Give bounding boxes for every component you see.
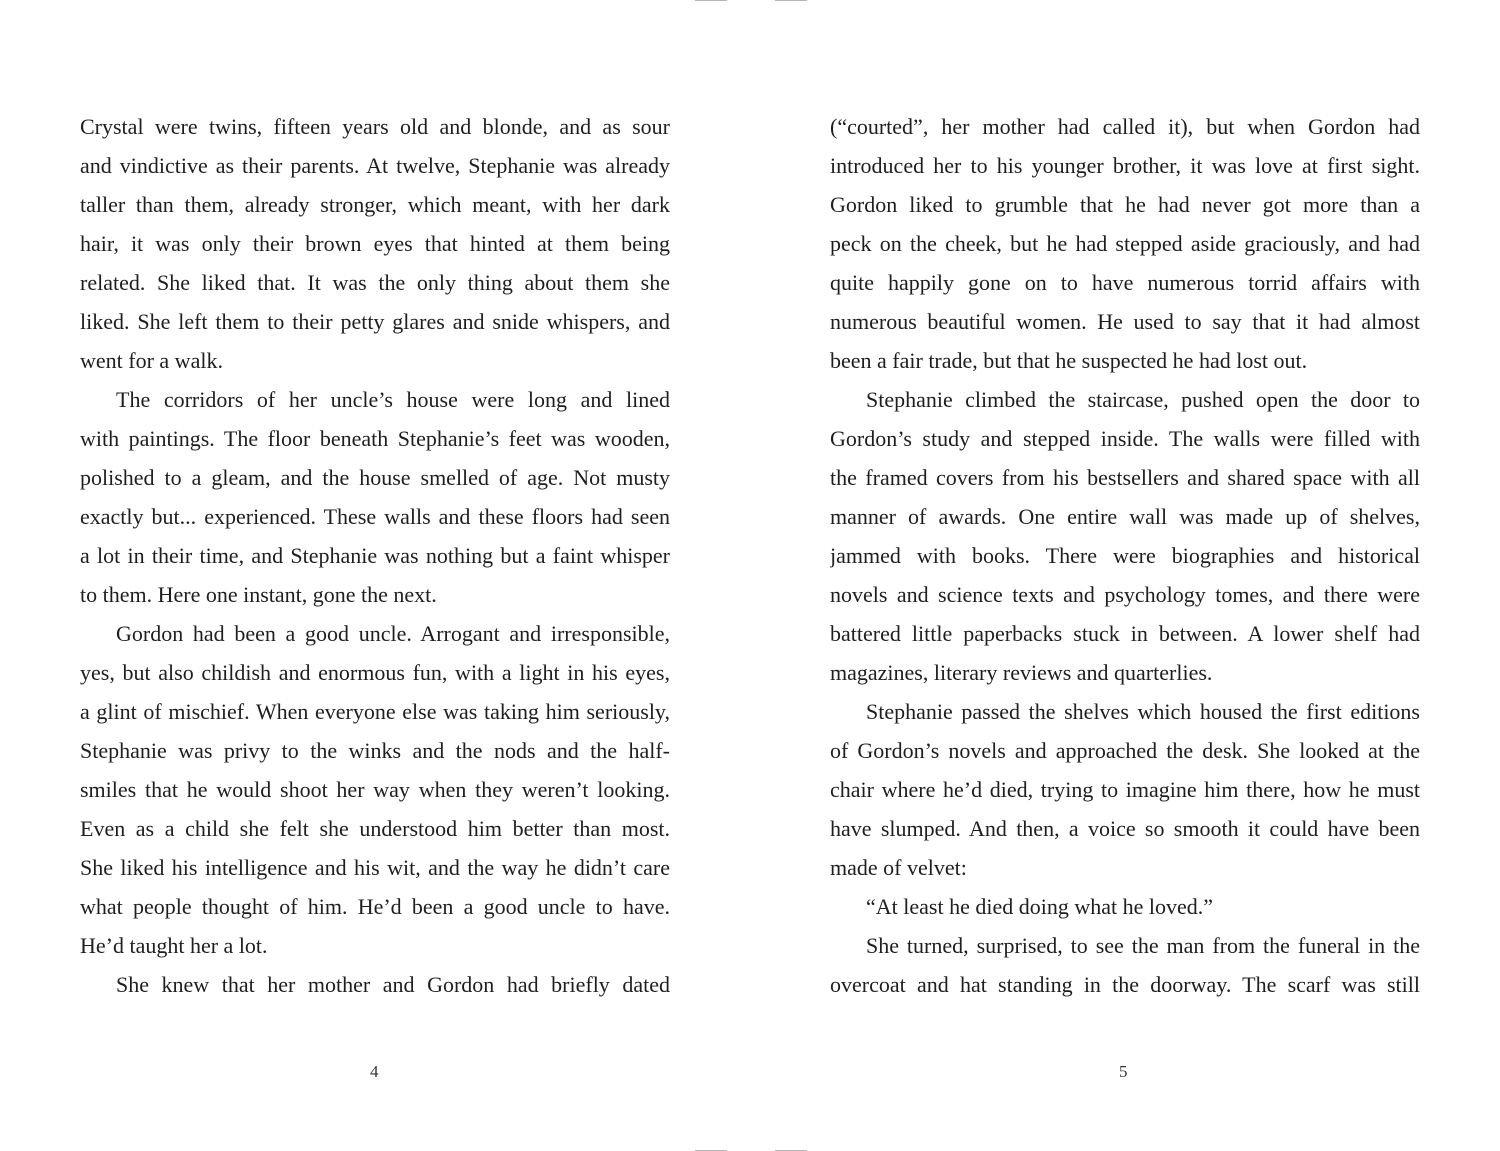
text-line: She liked his intelligence and his wit, and the way he didn’t care	[80, 855, 670, 880]
text-line: She knew that her mother and Gordon had briefly dated	[116, 972, 670, 997]
text-line: Gordon had been a good uncle. Arrogant and irresponsible,	[116, 621, 670, 646]
text-line: Stephanie climbed the staircase, pushed open the door to	[866, 387, 1420, 412]
text-line: battered little paperbacks stuck in between. A lower shelf had	[830, 621, 1420, 646]
text-line: have slumped. And then, a voice so smooth it could have been	[830, 816, 1420, 841]
text-line: to them. Here one instant, gone the next.	[80, 582, 437, 607]
text-line: magazines, literary reviews and quarterlies.	[830, 660, 1213, 685]
text-line: Stephanie was privy to the winks and the nods and the half-	[80, 738, 670, 763]
crop-mark-top-left	[695, 0, 727, 1]
left-page-body	[80, 107, 670, 1004]
text-line: hair, it was only their brown eyes that hinted at them being	[80, 231, 670, 256]
text-line: numerous beautiful women. He used to say that it had almost	[830, 309, 1420, 334]
right-page-body	[830, 107, 1420, 1004]
page-number-left: 4	[370, 1062, 379, 1081]
text-line: jammed with books. There were biographies and historical	[830, 543, 1420, 568]
text-line: what people thought of him. He’d been a good uncle to have.	[80, 894, 670, 919]
text-line: a lot in their time, and Stephanie was nothing but a faint whisper	[80, 543, 670, 568]
text-line: He’d taught her a lot.	[80, 933, 268, 958]
text-line: She turned, surprised, to see the man from the funeral in the	[866, 933, 1420, 958]
text-line: manner of awards. One entire wall was made up of shelves,	[830, 504, 1420, 529]
text-line: The corridors of her uncle’s house were long and lined	[116, 387, 670, 412]
text-line: overcoat and hat standing in the doorway. The scarf was still	[830, 972, 1420, 997]
text-line: liked. She left them to their petty glares and snide whispers, and	[80, 309, 670, 334]
text-line: polished to a gleam, and the house smelled of age. Not musty	[80, 465, 670, 490]
text-line: “At least he died doing what he loved.”	[866, 894, 1214, 919]
text-line: novels and science texts and psychology tomes, and there were	[830, 582, 1420, 607]
text-line: made of velvet:	[830, 855, 967, 880]
text-line: and vindictive as their parents. At twelve, Stephanie was already	[80, 153, 670, 178]
text-line: been a fair trade, but that he suspected he had lost out.	[830, 348, 1308, 373]
text-line: peck on the cheek, but he had stepped aside graciously, and had	[830, 231, 1420, 256]
text-line: Gordon’s study and stepped inside. The walls were filled with	[830, 426, 1420, 451]
text-line: exactly but... experienced. These walls and these floors had seen	[80, 504, 670, 529]
text-line: a glint of mischief. When everyone else was taking him seriously,	[80, 699, 670, 724]
text-line: Even as a child she felt she understood him better than most.	[80, 816, 670, 841]
text-line: (“courted”, her mother had called it), but when Gordon had	[830, 114, 1420, 139]
text-line: quite happily gone on to have numerous torrid affairs with	[830, 270, 1420, 295]
page-number-right: 5	[1119, 1062, 1128, 1081]
text-line: related. She liked that. It was the only thing about them she	[80, 270, 670, 295]
text-line: chair where he’d died, trying to imagine him there, how he must	[830, 777, 1420, 802]
text-line: introduced her to his younger brother, it was love at first sight.	[830, 153, 1420, 178]
crop-mark-top-right	[775, 0, 807, 1]
text-line: the framed covers from his bestsellers and shared space with all	[830, 465, 1420, 490]
text-line: Crystal were twins, fifteen years old and blonde, and as sour	[80, 114, 670, 139]
text-line: went for a walk.	[80, 348, 223, 373]
text-line: with paintings. The floor beneath Stephanie’s feet was wooden,	[80, 426, 670, 451]
text-line: yes, but also childish and enormous fun, with a light in his eyes,	[80, 660, 670, 685]
text-line: of Gordon’s novels and approached the desk. She looked at the	[830, 738, 1420, 763]
text-line: taller than them, already stronger, which meant, with her dark	[80, 192, 670, 217]
text-line: smiles that he would shoot her way when they weren’t looking.	[80, 777, 670, 802]
text-line: Gordon liked to grumble that he had never got more than a	[830, 192, 1420, 217]
text-line: Stephanie passed the shelves which housed the first editions	[866, 699, 1420, 724]
